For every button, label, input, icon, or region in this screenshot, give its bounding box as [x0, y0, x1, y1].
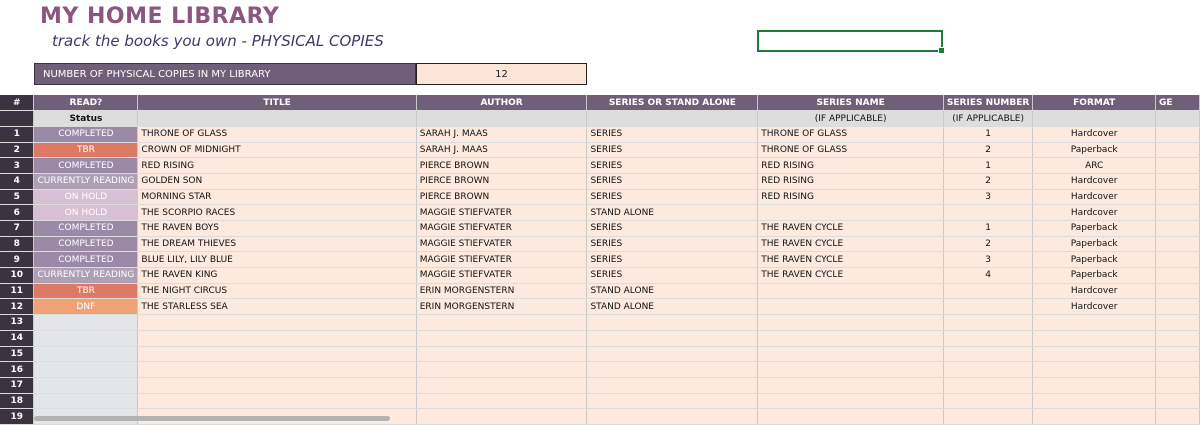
- genre-cell[interactable]: [1156, 126, 1200, 142]
- genre-cell[interactable]: [1156, 221, 1200, 237]
- author-cell[interactable]: PIERCE BROWN: [416, 189, 587, 205]
- table-body: [0, 126, 1200, 424]
- status-cell[interactable]: [34, 346, 138, 362]
- type-cell[interactable]: [587, 346, 758, 362]
- series-name-cell[interactable]: THE RAVEN CYCLE: [758, 268, 944, 284]
- subheader-author: [416, 111, 587, 127]
- title-cell[interactable]: GOLDEN SON: [138, 173, 416, 189]
- col-header-title[interactable]: TITLE: [138, 95, 416, 111]
- format-cell[interactable]: Paperback: [1033, 142, 1156, 158]
- series-number-cell[interactable]: 2: [943, 173, 1032, 189]
- author-cell[interactable]: PIERCE BROWN: [416, 173, 587, 189]
- title-cell[interactable]: THE STARLESS SEA: [138, 299, 416, 315]
- format-cell[interactable]: Hardcover: [1033, 283, 1156, 299]
- title-cell[interactable]: THRONE OF GLASS: [138, 126, 416, 142]
- format-cell[interactable]: Hardcover: [1033, 126, 1156, 142]
- horizontal-scrollbar[interactable]: [34, 416, 390, 421]
- type-cell[interactable]: SERIES: [587, 158, 758, 174]
- status-cell[interactable]: COMPLETED: [34, 221, 138, 237]
- type-cell[interactable]: [587, 330, 758, 346]
- type-cell[interactable]: [587, 362, 758, 378]
- header-row: [0, 95, 1200, 111]
- type-cell[interactable]: STAND ALONE: [587, 299, 758, 315]
- col-header-series-number[interactable]: SERIES NUMBER: [943, 95, 1032, 111]
- author-cell[interactable]: SARAH J. MAAS: [416, 142, 587, 158]
- row-number[interactable]: 2: [0, 142, 34, 158]
- type-cell[interactable]: SERIES: [587, 252, 758, 268]
- series-name-cell[interactable]: RED RISING: [758, 189, 944, 205]
- genre-cell[interactable]: [1156, 299, 1200, 315]
- table-row: [0, 268, 1200, 284]
- row-number[interactable]: 1: [0, 126, 34, 142]
- title-cell[interactable]: MORNING STAR: [138, 189, 416, 205]
- table-row: [0, 393, 1200, 409]
- row-number[interactable]: 18: [0, 393, 34, 409]
- genre-cell[interactable]: [1156, 330, 1200, 346]
- status-cell[interactable]: [34, 377, 138, 393]
- series-name-cell[interactable]: RED RISING: [758, 158, 944, 174]
- series-name-cell[interactable]: [758, 315, 944, 331]
- format-cell[interactable]: Hardcover: [1033, 299, 1156, 315]
- series-name-cell[interactable]: [758, 205, 944, 221]
- subheader-series-number: (IF APPLICABLE): [943, 111, 1032, 127]
- genre-cell[interactable]: [1156, 283, 1200, 299]
- genre-cell[interactable]: [1156, 205, 1200, 221]
- format-cell[interactable]: [1033, 346, 1156, 362]
- format-cell[interactable]: Paperback: [1033, 252, 1156, 268]
- format-cell[interactable]: Paperback: [1033, 221, 1156, 237]
- status-cell[interactable]: ON HOLD: [34, 205, 138, 221]
- series-number-cell[interactable]: 1: [943, 126, 1032, 142]
- type-cell[interactable]: SERIES: [587, 126, 758, 142]
- series-number-cell[interactable]: 2: [943, 142, 1032, 158]
- series-name-cell[interactable]: [758, 409, 944, 425]
- status-cell[interactable]: [34, 362, 138, 378]
- row-number[interactable]: 16: [0, 362, 34, 378]
- row-number[interactable]: 11: [0, 283, 34, 299]
- type-cell[interactable]: SERIES: [587, 268, 758, 284]
- table-row: [0, 346, 1200, 362]
- author-cell[interactable]: [416, 362, 587, 378]
- series-number-cell[interactable]: [943, 205, 1032, 221]
- subheader-format: [1033, 111, 1156, 127]
- series-number-cell[interactable]: 4: [943, 268, 1032, 284]
- series-number-cell[interactable]: [943, 330, 1032, 346]
- author-cell[interactable]: ERIN MORGENSTERN: [416, 283, 587, 299]
- type-cell[interactable]: STAND ALONE: [587, 205, 758, 221]
- genre-cell[interactable]: [1156, 346, 1200, 362]
- series-number-cell[interactable]: [943, 377, 1032, 393]
- series-name-cell[interactable]: [758, 299, 944, 315]
- series-number-cell[interactable]: 1: [943, 158, 1032, 174]
- series-name-cell[interactable]: [758, 283, 944, 299]
- series-number-cell[interactable]: 1: [943, 221, 1032, 237]
- status-cell[interactable]: COMPLETED: [34, 126, 138, 142]
- library-table: [0, 95, 1200, 425]
- title-cell[interactable]: THE RAVEN KING: [138, 268, 416, 284]
- subheader-title: [138, 111, 416, 127]
- series-number-cell[interactable]: 2: [943, 236, 1032, 252]
- subheader-num-cell: [0, 111, 34, 127]
- series-number-cell[interactable]: 3: [943, 252, 1032, 268]
- table-row: [0, 205, 1200, 221]
- series-name-cell[interactable]: [758, 377, 944, 393]
- series-number-cell[interactable]: [943, 283, 1032, 299]
- type-cell[interactable]: [587, 409, 758, 425]
- page-subtitle: track the books you own - PHYSICAL COPIES: [52, 32, 384, 50]
- series-number-cell[interactable]: [943, 346, 1032, 362]
- author-cell[interactable]: SARAH J. MAAS: [416, 126, 587, 142]
- title-cell[interactable]: [138, 377, 416, 393]
- row-number[interactable]: 14: [0, 330, 34, 346]
- genre-cell[interactable]: [1156, 315, 1200, 331]
- series-name-cell[interactable]: THRONE OF GLASS: [758, 126, 944, 142]
- title-cell[interactable]: THE SCORPIO RACES: [138, 205, 416, 221]
- author-cell[interactable]: MAGGIE STIEFVATER: [416, 205, 587, 221]
- subheader-series-name: (IF APPLICABLE): [758, 111, 944, 127]
- genre-cell[interactable]: [1156, 362, 1200, 378]
- format-cell[interactable]: Hardcover: [1033, 173, 1156, 189]
- subheader-row: [0, 111, 1200, 127]
- status-cell[interactable]: TBR: [34, 283, 138, 299]
- series-name-cell[interactable]: THE RAVEN CYCLE: [758, 236, 944, 252]
- series-name-cell[interactable]: THE RAVEN CYCLE: [758, 252, 944, 268]
- series-number-cell[interactable]: [943, 362, 1032, 378]
- format-cell[interactable]: [1033, 377, 1156, 393]
- table-row: [0, 236, 1200, 252]
- selected-cell[interactable]: [757, 30, 943, 52]
- fill-handle[interactable]: [938, 47, 945, 54]
- series-number-cell[interactable]: [943, 315, 1032, 331]
- row-number[interactable]: 7: [0, 221, 34, 237]
- series-name-cell[interactable]: [758, 330, 944, 346]
- author-cell[interactable]: MAGGIE STIEFVATER: [416, 252, 587, 268]
- col-header-series-name[interactable]: SERIES NAME: [758, 95, 944, 111]
- row-number[interactable]: 15: [0, 346, 34, 362]
- col-header-num: #: [0, 95, 34, 111]
- status-cell[interactable]: ON HOLD: [34, 189, 138, 205]
- copies-count-value[interactable]: 12: [416, 63, 587, 85]
- status-cell[interactable]: COMPLETED: [34, 252, 138, 268]
- series-number-cell[interactable]: [943, 299, 1032, 315]
- status-cell[interactable]: COMPLETED: [34, 158, 138, 174]
- subheader-genre: [1156, 111, 1200, 127]
- type-cell[interactable]: [587, 315, 758, 331]
- format-cell[interactable]: [1033, 315, 1156, 331]
- series-name-cell[interactable]: [758, 346, 944, 362]
- title-cell[interactable]: CROWN OF MIDNIGHT: [138, 142, 416, 158]
- author-cell[interactable]: MAGGIE STIEFVATER: [416, 221, 587, 237]
- row-number[interactable]: 17: [0, 377, 34, 393]
- format-cell[interactable]: Paperback: [1033, 268, 1156, 284]
- genre-cell[interactable]: [1156, 409, 1200, 425]
- row-number[interactable]: 19: [0, 409, 34, 425]
- row-number[interactable]: 10: [0, 268, 34, 284]
- genre-cell[interactable]: [1156, 377, 1200, 393]
- row-number[interactable]: 8: [0, 236, 34, 252]
- table-row: [0, 362, 1200, 378]
- author-cell[interactable]: MAGGIE STIEFVATER: [416, 268, 587, 284]
- col-header-series-or-standalone[interactable]: SERIES OR STAND ALONE: [587, 95, 758, 111]
- author-cell[interactable]: PIERCE BROWN: [416, 158, 587, 174]
- table-row: [0, 377, 1200, 393]
- col-header-genre[interactable]: GE: [1156, 95, 1200, 111]
- series-number-cell[interactable]: [943, 409, 1032, 425]
- genre-cell[interactable]: [1156, 173, 1200, 189]
- table-row: [0, 221, 1200, 237]
- row-number[interactable]: 5: [0, 189, 34, 205]
- author-cell[interactable]: MAGGIE STIEFVATER: [416, 236, 587, 252]
- row-number[interactable]: 3: [0, 158, 34, 174]
- title-cell[interactable]: [138, 330, 416, 346]
- type-cell[interactable]: STAND ALONE: [587, 283, 758, 299]
- copies-count-label: NUMBER OF PHYSICAL COPIES IN MY LIBRARY: [34, 63, 416, 85]
- type-cell[interactable]: [587, 393, 758, 409]
- type-cell[interactable]: SERIES: [587, 173, 758, 189]
- status-cell[interactable]: CURRENTLY READING: [34, 268, 138, 284]
- author-cell[interactable]: [416, 409, 587, 425]
- format-cell[interactable]: ARC: [1033, 158, 1156, 174]
- format-cell[interactable]: Hardcover: [1033, 205, 1156, 221]
- status-cell[interactable]: TBR: [34, 142, 138, 158]
- table-row: [0, 283, 1200, 299]
- table-row: [0, 252, 1200, 268]
- status-cell[interactable]: CURRENTLY READING: [34, 173, 138, 189]
- author-cell[interactable]: ERIN MORGENSTERN: [416, 299, 587, 315]
- status-cell[interactable]: COMPLETED: [34, 236, 138, 252]
- title-cell[interactable]: THE RAVEN BOYS: [138, 221, 416, 237]
- table-row: [0, 189, 1200, 205]
- genre-cell[interactable]: [1156, 142, 1200, 158]
- format-cell[interactable]: Paperback: [1033, 236, 1156, 252]
- series-name-cell[interactable]: [758, 393, 944, 409]
- genre-cell[interactable]: [1156, 268, 1200, 284]
- series-number-cell[interactable]: 3: [943, 189, 1032, 205]
- title-cell[interactable]: THE NIGHT CIRCUS: [138, 283, 416, 299]
- title-cell[interactable]: [138, 346, 416, 362]
- format-cell[interactable]: [1033, 393, 1156, 409]
- table-row: [0, 299, 1200, 315]
- title-cell[interactable]: [138, 315, 416, 331]
- genre-cell[interactable]: [1156, 236, 1200, 252]
- col-header-read[interactable]: READ?: [34, 95, 138, 111]
- table-row: [0, 173, 1200, 189]
- subheader-type: [587, 111, 758, 127]
- format-cell[interactable]: [1033, 362, 1156, 378]
- series-name-cell[interactable]: RED RISING: [758, 173, 944, 189]
- author-cell[interactable]: [416, 346, 587, 362]
- genre-cell[interactable]: [1156, 393, 1200, 409]
- author-cell[interactable]: [416, 330, 587, 346]
- genre-cell[interactable]: [1156, 189, 1200, 205]
- type-cell[interactable]: [587, 377, 758, 393]
- title-cell[interactable]: RED RISING: [138, 158, 416, 174]
- series-name-cell[interactable]: THE RAVEN CYCLE: [758, 221, 944, 237]
- table-row: [0, 158, 1200, 174]
- title-cell[interactable]: [138, 362, 416, 378]
- status-cell[interactable]: DNF: [34, 299, 138, 315]
- author-cell[interactable]: [416, 315, 587, 331]
- genre-cell[interactable]: [1156, 158, 1200, 174]
- status-cell[interactable]: [34, 330, 138, 346]
- col-header-author[interactable]: AUTHOR: [416, 95, 587, 111]
- status-cell[interactable]: [34, 315, 138, 331]
- table-row: [0, 142, 1200, 158]
- status-cell[interactable]: [34, 393, 138, 409]
- title-cell[interactable]: [138, 393, 416, 409]
- genre-cell[interactable]: [1156, 252, 1200, 268]
- row-number[interactable]: 9: [0, 252, 34, 268]
- type-cell[interactable]: SERIES: [587, 142, 758, 158]
- row-number[interactable]: 12: [0, 299, 34, 315]
- row-number[interactable]: 4: [0, 173, 34, 189]
- type-cell[interactable]: SERIES: [587, 189, 758, 205]
- format-cell[interactable]: Hardcover: [1033, 189, 1156, 205]
- row-number[interactable]: 6: [0, 205, 34, 221]
- series-number-cell[interactable]: [943, 393, 1032, 409]
- page-title: MY HOME LIBRARY: [40, 4, 280, 29]
- title-cell[interactable]: BLUE LILY, LILY BLUE: [138, 252, 416, 268]
- table-row: [0, 315, 1200, 331]
- table-row: [0, 126, 1200, 142]
- series-name-cell[interactable]: [758, 362, 944, 378]
- type-cell[interactable]: SERIES: [587, 221, 758, 237]
- format-cell[interactable]: [1033, 409, 1156, 425]
- format-cell[interactable]: [1033, 330, 1156, 346]
- subheader-status: Status: [34, 111, 138, 127]
- author-cell[interactable]: [416, 393, 587, 409]
- title-cell[interactable]: THE DREAM THIEVES: [138, 236, 416, 252]
- type-cell[interactable]: SERIES: [587, 236, 758, 252]
- row-number[interactable]: 13: [0, 315, 34, 331]
- table-row: [0, 330, 1200, 346]
- col-header-format[interactable]: FORMAT: [1033, 95, 1156, 111]
- author-cell[interactable]: [416, 377, 587, 393]
- series-name-cell[interactable]: THRONE OF GLASS: [758, 142, 944, 158]
